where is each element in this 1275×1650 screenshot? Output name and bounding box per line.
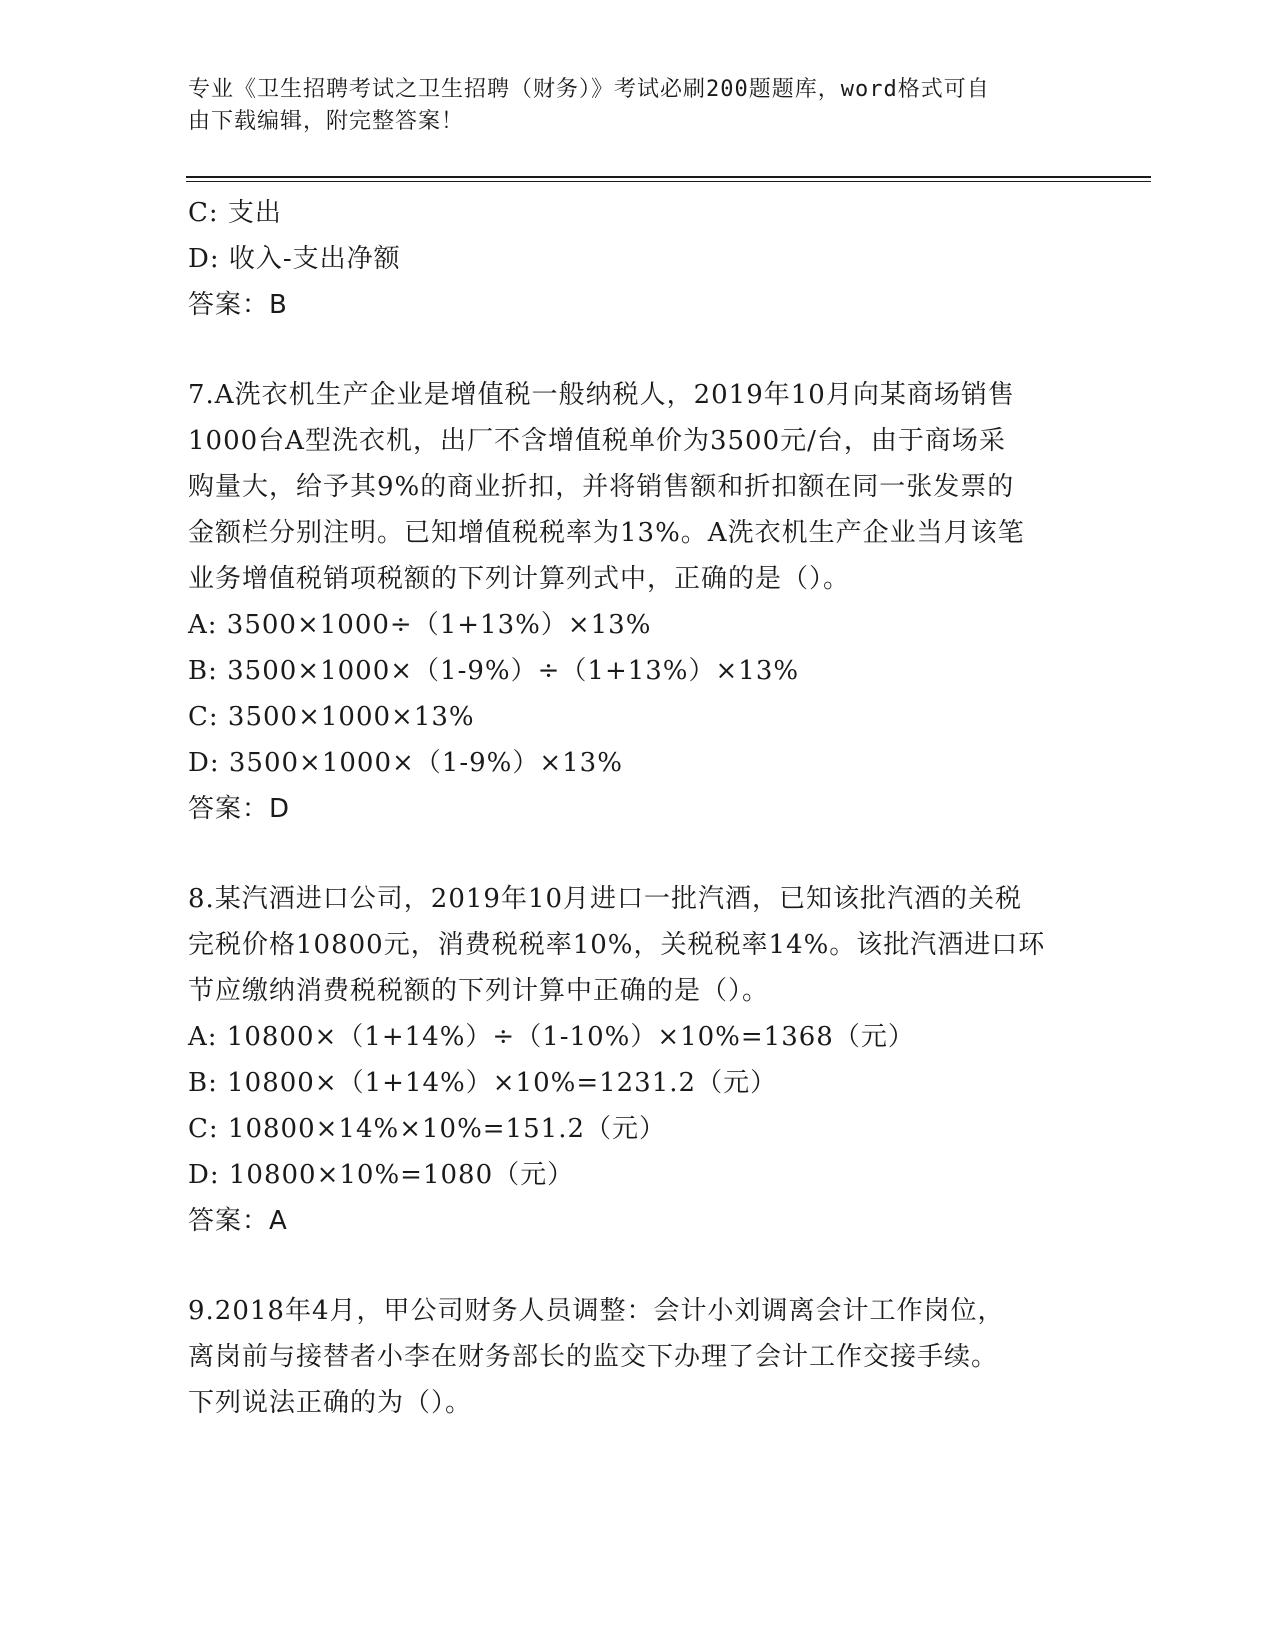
question-text-line: 节应缴纳消费税税额的下列计算中正确的是（）。 bbox=[188, 976, 770, 1006]
option-c: C: 10800×14%×10%=151.2（元） bbox=[188, 1114, 666, 1144]
question-content bbox=[188, 190, 1088, 1426]
option-c: C: 3500×1000×13% bbox=[188, 702, 475, 732]
option-a: A: 3500×1000÷（1+13%）×13% bbox=[188, 610, 652, 640]
question-text-line: 金额栏分别注明。已知增值税税率为13%。A洗衣机生产企业当月该笔 bbox=[188, 518, 1025, 548]
option-b: B: 3500×1000×（1-9%）÷（1+13%）×13% bbox=[188, 656, 800, 686]
spacer bbox=[188, 328, 1088, 372]
answer-label: 答案：D bbox=[188, 794, 291, 824]
prev-question-block bbox=[188, 190, 1088, 328]
spacer bbox=[188, 832, 1088, 876]
header-divider-thin bbox=[186, 181, 1151, 182]
header-divider-thick bbox=[186, 176, 1151, 178]
option-d: D: 3500×1000×（1-9%）×13% bbox=[188, 748, 623, 778]
answer-label: 答案：B bbox=[188, 290, 288, 320]
option-c: C: 支出 bbox=[188, 198, 282, 228]
question-text-line: 离岗前与接替者小李在财务部长的监交下办理了会计工作交接手续。 bbox=[188, 1342, 999, 1372]
question-text-line: 1000台A型洗衣机，出厂不含增值税单价为3500元/台，由于商场采 bbox=[188, 426, 1006, 456]
option-d: D: 10800×10%=1080（元） bbox=[188, 1160, 575, 1190]
header-title-line-2: 由下载编辑，附完整答案！ bbox=[188, 109, 465, 134]
question-text-line: 业务增值税销项税额的下列计算列式中，正确的是（）。 bbox=[188, 564, 851, 594]
question-text-line: 完税价格10800元，消费税税率10%，关税税率14%。该批汽酒进口环 bbox=[188, 930, 1046, 960]
question-text-line: 下列说法正确的为（）。 bbox=[188, 1388, 473, 1418]
question-text-line: 9.2018年4月，甲公司财务人员调整：会计小刘调离会计工作岗位， bbox=[188, 1296, 1005, 1326]
answer-label: 答案：A bbox=[188, 1206, 288, 1236]
question-text-line: 购量大，给予其9%的商业折扣，并将销售额和折扣额在同一张发票的 bbox=[188, 472, 1015, 502]
option-d: D: 收入-支出净额 bbox=[188, 244, 401, 274]
question-9 bbox=[188, 1288, 1088, 1426]
option-b: B: 10800×（1+14%）×10%=1231.2（元） bbox=[188, 1068, 778, 1098]
question-text-line: 7.A洗衣机生产企业是增值税一般纳税人，2019年10月向某商场销售 bbox=[188, 380, 1015, 410]
option-a: A: 10800×（1+14%）÷（1-10%）×10%=1368（元） bbox=[188, 1022, 915, 1052]
page-header bbox=[188, 74, 1068, 138]
question-8 bbox=[188, 876, 1088, 1244]
question-7 bbox=[188, 372, 1088, 832]
spacer bbox=[188, 1244, 1088, 1288]
header-title-line-1: 专业《卫生招聘考试之卫生招聘（财务）》考试必刷200题题库，word格式可自 bbox=[188, 77, 990, 102]
question-text-line: 8.某汽酒进口公司，2019年10月进口一批汽酒，已知该批汽酒的关税 bbox=[188, 884, 1023, 914]
